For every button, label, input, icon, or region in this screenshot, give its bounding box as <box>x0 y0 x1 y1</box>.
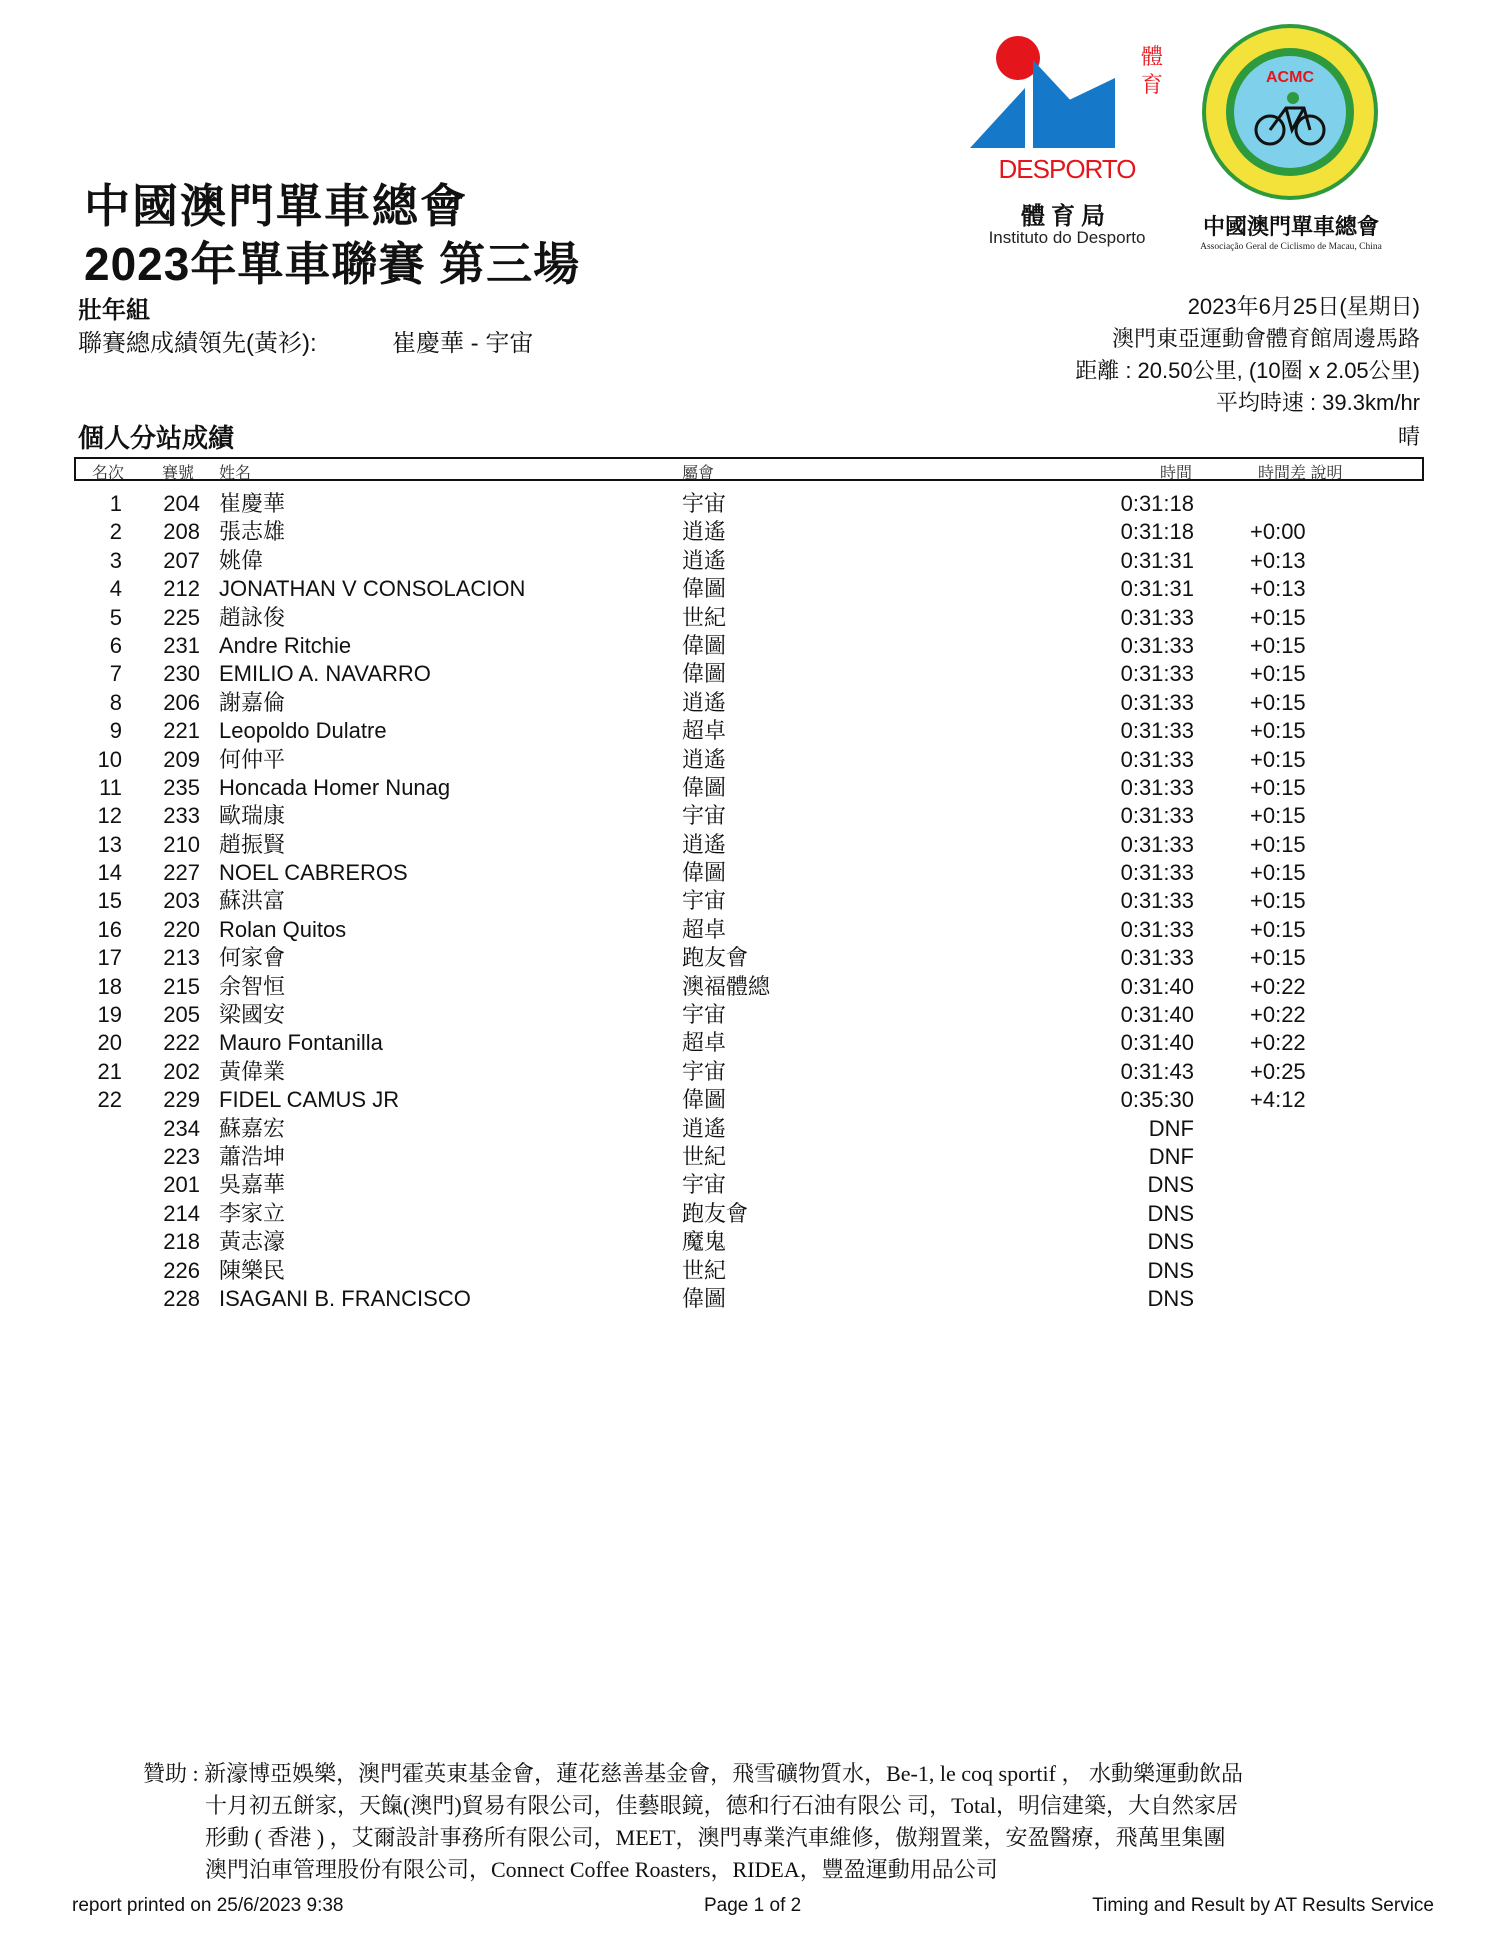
time-cell: DNF <box>1148 1115 1194 1141</box>
time-cell: 0:31:33 <box>1120 916 1194 942</box>
page-number: Page 1 of 2 <box>704 1895 802 1916</box>
gap-cell: +0:15 <box>1250 718 1306 744</box>
team-cell: 超卓 <box>682 916 727 942</box>
bib-cell: 202 <box>163 1058 200 1084</box>
gap-cell: +0:15 <box>1250 803 1306 829</box>
team-cell: 偉圖 <box>682 1285 727 1311</box>
gap-cell: +0:13 <box>1250 547 1306 573</box>
race-date: 2023年6月25日(星期日) <box>1187 294 1420 319</box>
col-time: 時間 <box>1160 465 1193 482</box>
table-row <box>0 575 1500 603</box>
table-row <box>0 916 1500 944</box>
rank-cell: 13 <box>97 831 122 857</box>
bib-cell: 231 <box>163 632 200 658</box>
bib-cell: 205 <box>163 1002 200 1028</box>
name-cell: ISAGANI B. FRANCISCO <box>219 1285 471 1311</box>
name-cell: 姚偉 <box>219 547 264 573</box>
col-team: 屬會 <box>682 465 715 482</box>
desporto-logo <box>965 30 1165 190</box>
blue-left-shape-icon <box>970 88 1025 148</box>
time-cell: 0:31:33 <box>1120 718 1194 744</box>
team-cell: 宇宙 <box>682 803 727 829</box>
acmc-name: 中國澳門單車總會 <box>1202 214 1379 240</box>
rank-cell: 7 <box>109 661 122 687</box>
rank-cell: 15 <box>97 888 122 914</box>
table-row <box>0 1228 1500 1256</box>
time-cell: 0:31:18 <box>1120 491 1194 516</box>
rank-cell: 16 <box>97 916 122 942</box>
name-cell: FIDEL CAMUS JR <box>219 1087 400 1113</box>
team-cell: 宇宙 <box>682 1172 727 1198</box>
team-cell: 跑友會 <box>682 1200 749 1226</box>
timing-credit: Timing and Result by AT Results Service <box>1092 1895 1434 1916</box>
team-cell: 偉圖 <box>682 661 727 687</box>
time-cell: 0:35:30 <box>1120 1087 1194 1113</box>
team-cell: 偉圖 <box>682 1087 727 1113</box>
desporto-cn: 體育局 <box>1021 203 1111 230</box>
table-row <box>0 689 1500 717</box>
bib-cell: 222 <box>163 1030 200 1056</box>
weather: 晴 <box>1397 424 1420 449</box>
team-cell: 超卓 <box>682 718 727 744</box>
bib-cell: 213 <box>163 945 200 971</box>
acmc-abbr: ACMC <box>1266 69 1314 86</box>
race-distance: 距離 : 20.50公里, (10圈 x 2.05公里) <box>1075 358 1420 383</box>
gap-cell: +0:25 <box>1250 1058 1306 1084</box>
time-cell: 0:31:33 <box>1120 831 1194 857</box>
gap-cell: +0:22 <box>1250 1002 1306 1028</box>
gap-cell: +0:00 <box>1250 519 1306 545</box>
table-row <box>0 944 1500 972</box>
gap-cell: +0:15 <box>1250 916 1306 942</box>
time-cell: 0:31:33 <box>1120 945 1194 971</box>
col-bib: 賽號 <box>162 465 195 482</box>
leader-label: 聯賽總成績領先(黃衫): <box>78 330 317 357</box>
team-cell: 逍遙 <box>682 519 727 545</box>
table-row <box>0 1257 1500 1285</box>
time-cell: 0:31:31 <box>1120 576 1194 602</box>
gap-cell: +0:15 <box>1250 831 1306 857</box>
table-row <box>0 547 1500 575</box>
bib-cell: 225 <box>163 604 200 630</box>
gap-cell: +0:15 <box>1250 774 1306 800</box>
name-cell: 歐瑞康 <box>219 803 286 829</box>
sponsors-line: 十月初五餅家，天餼(澳門)貿易有限公司，佳藝眼鏡，德和行石油有限公 司，Total，明信建築，大自然家居 <box>205 1793 1239 1818</box>
table-header-box <box>74 457 1424 481</box>
team-cell: 澳福體總 <box>682 973 771 999</box>
bib-cell: 206 <box>163 689 200 715</box>
rank-cell: 20 <box>97 1030 122 1056</box>
rank-cell: 2 <box>109 519 122 545</box>
time-cell: 0:31:18 <box>1120 519 1194 545</box>
sponsors-line: 贊助 : 新濠博亞娛樂，澳門霍英東基金會，蓮花慈善基金會，飛雪礦物質水，Be-1, le coq sportif ， 水動樂運動飲品 <box>143 1761 1243 1786</box>
table-row <box>0 604 1500 632</box>
acmc-logo <box>1200 22 1380 202</box>
bib-cell: 234 <box>163 1115 200 1141</box>
name-cell: 黃志濠 <box>219 1229 286 1255</box>
desporto-chars-2: 育 <box>1141 73 1164 98</box>
name-cell: 余智恒 <box>219 973 286 999</box>
team-cell: 偉圖 <box>682 632 727 658</box>
bib-cell: 229 <box>163 1087 200 1113</box>
table-row <box>0 660 1500 688</box>
gap-cell: +0:15 <box>1250 746 1306 772</box>
bib-cell: 230 <box>163 661 200 687</box>
name-cell: 吳嘉華 <box>219 1172 286 1198</box>
time-cell: 0:31:33 <box>1120 661 1194 687</box>
team-cell: 逍遙 <box>682 831 727 857</box>
team-cell: 逍遙 <box>682 689 727 715</box>
rank-cell: 22 <box>97 1087 122 1113</box>
time-cell: DNS <box>1147 1200 1194 1226</box>
table-row <box>0 490 1500 518</box>
gap-cell: +0:22 <box>1250 1030 1306 1056</box>
gap-cell: +4:12 <box>1250 1087 1306 1113</box>
team-cell: 偉圖 <box>682 576 727 602</box>
table-row <box>0 1200 1500 1228</box>
name-cell: Rolan Quitos <box>219 916 347 942</box>
bib-cell: 208 <box>163 519 200 545</box>
bib-cell: 203 <box>163 888 200 914</box>
bib-cell: 233 <box>163 803 200 829</box>
table-row <box>0 774 1500 802</box>
time-cell: 0:31:33 <box>1120 689 1194 715</box>
race-venue: 澳門東亞運動會體育館周邊馬路 <box>1111 326 1420 351</box>
name-cell: JONATHAN V CONSOLACION <box>219 576 526 602</box>
table-row <box>0 859 1500 887</box>
rank-cell: 5 <box>109 604 122 630</box>
acmc-sub: Associação Geral de Ciclismo de Macau, China <box>1200 242 1382 252</box>
table-row <box>0 1086 1500 1114</box>
printed-timestamp: report printed on 25/6/2023 9:38 <box>72 1895 344 1916</box>
avg-speed: 平均時速 : 39.3km/hr <box>1215 390 1420 415</box>
gap-cell: +0:15 <box>1250 689 1306 715</box>
gap-cell: +0:15 <box>1250 860 1306 886</box>
name-cell: 蕭浩坤 <box>219 1143 286 1169</box>
race-title: 2023年單車聯賽 第三場 <box>84 238 581 290</box>
table-row <box>0 973 1500 1001</box>
rank-cell: 1 <box>109 491 122 516</box>
table-row <box>0 717 1500 745</box>
leader-value: 崔慶華 - 宇宙 <box>392 330 534 357</box>
gap-cell: +0:13 <box>1250 576 1306 602</box>
table-row <box>0 1058 1500 1086</box>
time-cell: 0:31:31 <box>1120 547 1194 573</box>
name-cell: 陳樂民 <box>219 1257 286 1283</box>
bib-cell: 204 <box>163 491 200 516</box>
time-cell: DNF <box>1148 1143 1194 1169</box>
bib-cell: 226 <box>163 1257 200 1283</box>
rider-icon <box>1287 92 1299 104</box>
team-cell: 宇宙 <box>682 491 727 516</box>
sponsors-line: 形動 ( 香港 ) ，艾爾設計事務所有限公司，MEET，澳門專業汽車維修，傲翔置業，安盈醫療，飛萬里集團 <box>205 1825 1226 1850</box>
team-cell: 跑友會 <box>682 945 749 971</box>
name-cell: 趙振賢 <box>219 831 286 857</box>
name-cell: 黃偉業 <box>219 1058 286 1084</box>
team-cell: 世紀 <box>682 1257 727 1283</box>
bib-cell: 220 <box>163 916 200 942</box>
name-cell: 何家會 <box>219 945 286 971</box>
rank-cell: 8 <box>109 689 122 715</box>
name-cell: 謝嘉倫 <box>219 689 286 715</box>
bib-cell: 215 <box>163 973 200 999</box>
gap-cell: +0:15 <box>1250 604 1306 630</box>
name-cell: NOEL CABREROS <box>219 860 408 886</box>
col-gap: 時間差 說明 <box>1258 465 1343 482</box>
name-cell: 梁國安 <box>219 1002 286 1028</box>
team-cell: 逍遙 <box>682 746 727 772</box>
section-title: 個人分站成績 <box>78 423 235 453</box>
time-cell: DNS <box>1147 1229 1194 1255</box>
name-cell: Leopoldo Dulatre <box>219 718 387 744</box>
rank-cell: 17 <box>97 945 122 971</box>
team-cell: 超卓 <box>682 1030 727 1056</box>
bib-cell: 209 <box>163 746 200 772</box>
time-cell: 0:31:33 <box>1120 746 1194 772</box>
category-label: 壯年組 <box>78 297 150 324</box>
bib-cell: 212 <box>163 576 200 602</box>
desporto-pt: Instituto do Desporto <box>988 228 1146 247</box>
rank-cell: 12 <box>97 803 122 829</box>
bib-cell: 235 <box>163 774 200 800</box>
bib-cell: 207 <box>163 547 200 573</box>
time-cell: 0:31:33 <box>1120 860 1194 886</box>
team-cell: 逍遙 <box>682 1115 727 1141</box>
rank-cell: 21 <box>97 1058 122 1084</box>
table-row <box>0 518 1500 546</box>
table-row <box>0 632 1500 660</box>
name-cell: 何仲平 <box>219 746 286 772</box>
table-row <box>0 746 1500 774</box>
bib-cell: 227 <box>163 860 200 886</box>
team-cell: 魔鬼 <box>682 1229 727 1255</box>
desporto-word: DESPORTO <box>998 154 1136 184</box>
rank-cell: 18 <box>97 973 122 999</box>
time-cell: 0:31:33 <box>1120 632 1194 658</box>
time-cell: 0:31:33 <box>1120 888 1194 914</box>
sponsors-block <box>143 1758 1383 1886</box>
gap-cell: +0:15 <box>1250 661 1306 687</box>
team-cell: 逍遙 <box>682 547 727 573</box>
results-table <box>0 490 1500 1313</box>
time-cell: DNS <box>1147 1285 1194 1311</box>
bib-cell: 201 <box>163 1172 200 1198</box>
rank-cell: 3 <box>109 547 122 573</box>
time-cell: DNS <box>1147 1257 1194 1283</box>
desporto-chars-1: 體 <box>1141 45 1164 70</box>
bib-cell: 214 <box>163 1200 200 1226</box>
rank-cell: 4 <box>109 576 122 602</box>
name-cell: Andre Ritchie <box>219 632 352 658</box>
time-cell: 0:31:33 <box>1120 774 1194 800</box>
bib-cell: 223 <box>163 1143 200 1169</box>
table-row <box>0 831 1500 859</box>
name-cell: Honcada Homer Nunag <box>219 774 451 800</box>
rank-cell: 14 <box>97 860 122 886</box>
gap-cell: +0:15 <box>1250 945 1306 971</box>
table-row <box>0 1001 1500 1029</box>
gap-cell: +0:15 <box>1250 888 1306 914</box>
time-cell: 0:31:43 <box>1120 1058 1194 1084</box>
gap-cell: +0:22 <box>1250 973 1306 999</box>
bib-cell: 228 <box>163 1285 200 1311</box>
time-cell: 0:31:40 <box>1120 973 1194 999</box>
rank-cell: 19 <box>97 1002 122 1028</box>
time-cell: 0:31:33 <box>1120 604 1194 630</box>
rank-cell: 11 <box>99 774 122 800</box>
col-rank: 名次 <box>92 465 125 482</box>
time-cell: 0:31:40 <box>1120 1030 1194 1056</box>
name-cell: EMILIO A. NAVARRO <box>219 661 431 687</box>
team-cell: 世紀 <box>682 604 727 630</box>
name-cell: 趙詠俊 <box>219 604 286 630</box>
time-cell: 0:31:40 <box>1120 1002 1194 1028</box>
name-cell: Mauro Fontanilla <box>219 1030 383 1056</box>
bib-cell: 221 <box>163 718 200 744</box>
table-row <box>0 1143 1500 1171</box>
team-cell: 宇宙 <box>682 1058 727 1084</box>
name-cell: 崔慶華 <box>219 491 286 516</box>
name-cell: 張志雄 <box>219 519 286 545</box>
time-cell: 0:31:33 <box>1120 803 1194 829</box>
team-cell: 宇宙 <box>682 888 727 914</box>
time-cell: DNS <box>1147 1172 1194 1198</box>
table-row <box>0 1285 1500 1313</box>
sponsors-line: 澳門泊車管理股份有限公司，Connect Coffee Roasters，RIDEA，豐盈運動用品公司 <box>205 1857 998 1882</box>
rank-cell: 9 <box>109 718 122 744</box>
team-cell: 偉圖 <box>682 860 727 886</box>
org-title: 中國澳門單車總會 <box>84 180 468 232</box>
name-cell: 李家立 <box>219 1200 286 1226</box>
table-row <box>0 802 1500 830</box>
bib-cell: 210 <box>163 831 200 857</box>
team-cell: 世紀 <box>682 1143 727 1169</box>
team-cell: 宇宙 <box>682 1002 727 1028</box>
table-row <box>0 887 1500 915</box>
rank-cell: 10 <box>97 746 122 772</box>
table-row <box>0 1115 1500 1143</box>
name-cell: 蘇嘉宏 <box>219 1115 286 1141</box>
col-name: 姓名 <box>219 465 252 482</box>
table-row <box>0 1029 1500 1057</box>
bib-cell: 218 <box>163 1229 200 1255</box>
table-row <box>0 1171 1500 1199</box>
rank-cell: 6 <box>109 632 122 658</box>
name-cell: 蘇洪富 <box>219 888 286 914</box>
gap-cell: +0:15 <box>1250 632 1306 658</box>
team-cell: 偉圖 <box>682 774 727 800</box>
